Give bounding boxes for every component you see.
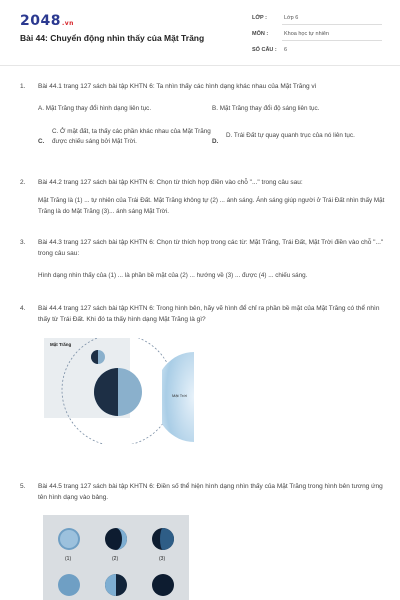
question-text: Bài 44.2 trang 127 sách bài tập KHTN 6: Chọn từ thích hợp điền vào chỗ "..." trong câu sau: [38,179,303,186]
sun-figure [162,352,194,442]
option-d[interactable]: D. D. Trái Đất tự quay quanh trục của nó liên tục. [212,132,355,145]
moon-label: Mặt Trăng [50,342,72,347]
sun-label: Mặt Trời [172,393,187,398]
site-logo[interactable]: 2048.vn [20,13,74,29]
question-text: Bài 44.3 trang 127 sách bài tập KHTN 6: Chọn từ thích hợp trong các từ: Mặt Trăng, Trái Đất, Mặt Trời điền vào chỗ "..." trong câu sau: [38,239,384,257]
question-text: Bài 44.4 trang 127 sách bài tập KHTN 6: Trong hình bên, hãy vẽ hình để chỉ ra phần bề mặt của Mặt Trăng có thể nhìn thấy từ Trái Đất. Khi đó ta thấy hình dạng Mặt Trăng là gì? [38,305,380,323]
svg-text:(1): (1) [65,556,72,562]
svg-text:(3): (3) [159,556,166,562]
moon-phases-figure [43,515,189,600]
sun-shape [162,352,194,442]
option-c[interactable]: C. C. Ở mặt đất, ta thấy các phần khác nhau của Mặt Trăng được chiếu sáng bởi Mặt Trời. [38,128,211,145]
moon-phases-diagram [43,515,189,600]
page-header: 2048.vn Bài 44: Chuyển động nhìn thấy của Mặt Trăng LỚP : Lớp 6 MÔN : Khoa học tự nhiên SỐ CÂU : 6 [0,0,400,66]
question-3-passage: Hình dạng nhìn thấy của (1) ... là phần bề mặt của (2) ... hướng về (3) ... được (4) ... chiếu sáng. [38,272,308,279]
question-text: Bài 44.5 trang 127 sách bài tập KHTN 6: Điền số thể hiện hình dạng nhìn thấy của Mặt Trăng trong hình bên tương ứng tên hình dạng vào bảng. [38,483,383,501]
page-title: Bài 44: Chuyển động nhìn thấy của Mặt Trăng [20,33,205,43]
question-2-passage: Mặt Trăng là (1) ... tự nhiên của Trái Đất. Mặt Trăng không tự (2) ... ánh sáng. Ánh sáng giúp người ở Trái Đất nhìn thấy Mặt Trăng là do Mặt Trăng (3)... ánh sáng Mặt Trời. [38,197,385,215]
question-text: Bài 44.1 trang 127 sách bài tập KHTN 6: Ta nhìn thấy các hình dạng khác nhau của Mặt Trăng vì [38,83,317,90]
svg-text:(2): (2) [112,556,119,562]
